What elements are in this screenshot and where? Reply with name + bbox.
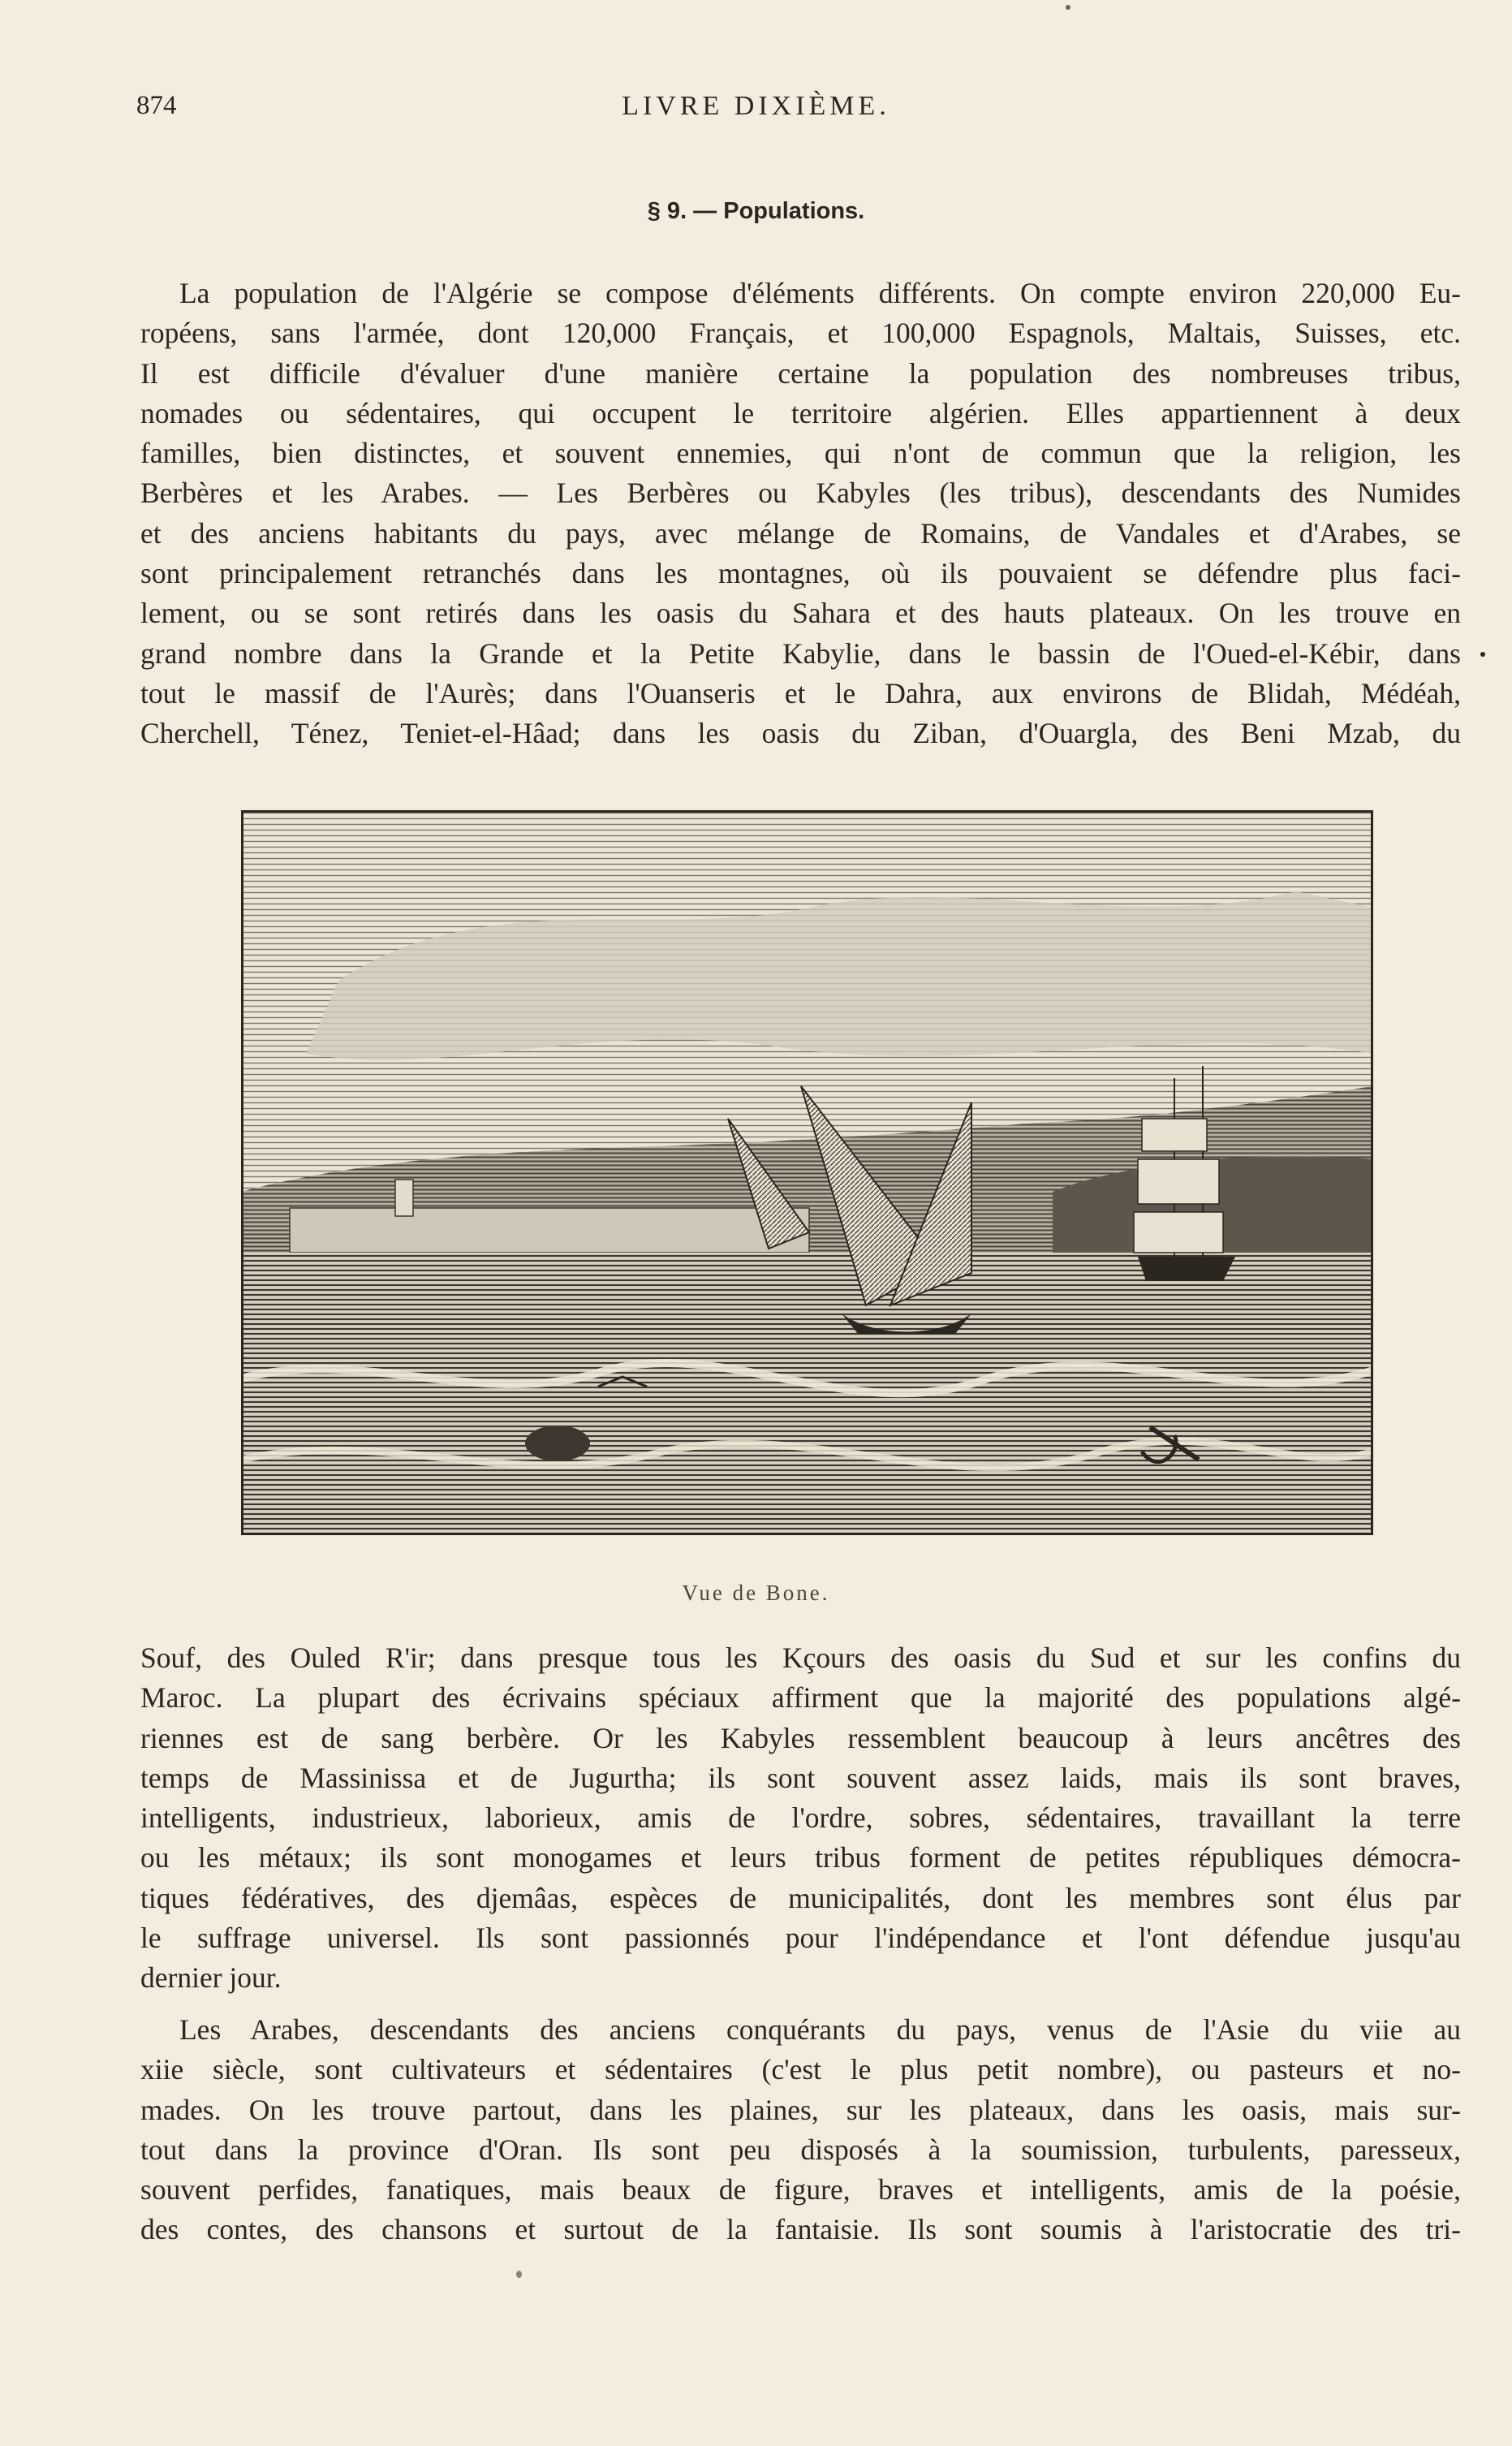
text-line: Il est difficile d'évaluer d'une manière certaine la population des nombreuses tribus, [140, 356, 1461, 390]
text-line: tiques fédératives, des djemâas, espèces de municipalités, dont les membres sont élus par [140, 1881, 1461, 1914]
text-line: Les Arabes, descendants des anciens conquérants du pays, venus de l'Asie du viie au [179, 2013, 1461, 2046]
text-line: ropéens, sans l'armée, dont 120,000 Français, et 100,000 Espagnols, Maltais, Suisses, etc. [140, 317, 1461, 350]
text-line: tout le massif de l'Aurès; dans l'Ouanseris et le Dahra, aux environs de Blidah, Médéah, [140, 676, 1461, 710]
town [290, 1208, 809, 1253]
text-line: temps de Massinissa et de Jugurtha; ils sont souvent assez laids, mais ils sont braves, [140, 1761, 1461, 1794]
paragraph-arabs [140, 2010, 1461, 2250]
text-line: riennes est de sang berbère. Or les Kabyles ressemblent beaucoup à leurs ancêtres des [140, 1721, 1461, 1754]
text-line: Souf, des Ouled R'ir; dans presque tous les Kçours des oasis du Sud et sur les confins du [140, 1641, 1461, 1674]
text-line: tout dans la province d'Oran. Ils sont peu disposés à la soumission, turbulents, paresseux, [140, 2133, 1461, 2166]
margin-dot [1480, 652, 1485, 657]
text-line: sont principalement retranchés dans les montagnes, où ils pouvaient se défendre plus faci- [140, 557, 1461, 590]
text-line: des contes, des chansons et surtout de la fantaisie. Ils sont soumis à l'aristocratie des tri- [140, 2213, 1461, 2246]
text-line: dernier jour. [140, 1961, 282, 1995]
sea [241, 1253, 1373, 1535]
lighthouse [395, 1180, 413, 1216]
running-head: LIVRE DIXIÈME. [622, 91, 890, 121]
text-line: xiie siècle, sont cultivateurs et sédentaires (c'est le plus petit nombre), ou pasteurs et no- [140, 2053, 1461, 2086]
text-line: ou les métaux; ils sont monogames et leurs tribus forment de petites républiques démocra- [140, 1841, 1461, 1874]
text-line: familles, bien distinctes, et souvent ennemies, qui n'ont de commun que la religion, les [140, 437, 1461, 470]
paragraph-populations-intro [140, 274, 1461, 754]
text-line: Berbères et les Arabes. — Les Berbères ou Kabyles (les tribus), descendants des Numides [140, 477, 1461, 510]
text-line: grand nombre dans la Grande et la Petite Kabylie, dans le bassin de l'Oued-el-Kébir, dans [140, 636, 1461, 670]
page-number: 874 [136, 91, 177, 120]
text-line: nomades ou sédentaires, qui occupent le territoire algérien. Elles appartiennent à deux [140, 396, 1461, 429]
text-line: Maroc. La plupart des écrivains spéciaux affirment que la majorité des populations algé- [140, 1681, 1461, 1715]
text-line: intelligents, industrieux, laborieux, amis de l'ordre, sobres, sédentaires, travaillant la terre [140, 1801, 1461, 1835]
rock [525, 1426, 590, 1461]
text-line: le suffrage universel. Ils sont passionnés pour l'indépendance et l'ont défendue jusqu'au [140, 1922, 1461, 1955]
text-line: mades. On les trouve partout, dans les plaines, sur les plateaux, dans les oasis, mais sur- [140, 2093, 1461, 2126]
text-line: Cherchell, Ténez, Teniet-el-Hâad; dans les oasis du Ziban, d'Ouargla, des Beni Mzab, du [140, 717, 1461, 750]
section-title: § 9. — Populations. [647, 198, 865, 224]
print-speck-bottom [516, 2271, 522, 2278]
text-line: lement, ou se sont retirés dans les oasis du Sahara et des hauts plateaux. On les trouve en [140, 597, 1461, 630]
engraving-view-of-bone [241, 810, 1373, 1535]
paragraph-berbers-continued [140, 1638, 1461, 1999]
figure-caption: Vue de Bone. [682, 1581, 830, 1605]
print-speck-top [1066, 5, 1070, 10]
text-line: et des anciens habitants du pays, avec mélange de Romains, de Vandales et d'Arabes, se [140, 516, 1461, 550]
text-line: La population de l'Algérie se compose d'éléments différents. On compte environ 220,000 Eu- [179, 277, 1461, 309]
text-line: souvent perfides, fanatiques, mais beaux de figure, braves et intelligents, amis de la poésie, [140, 2173, 1461, 2207]
